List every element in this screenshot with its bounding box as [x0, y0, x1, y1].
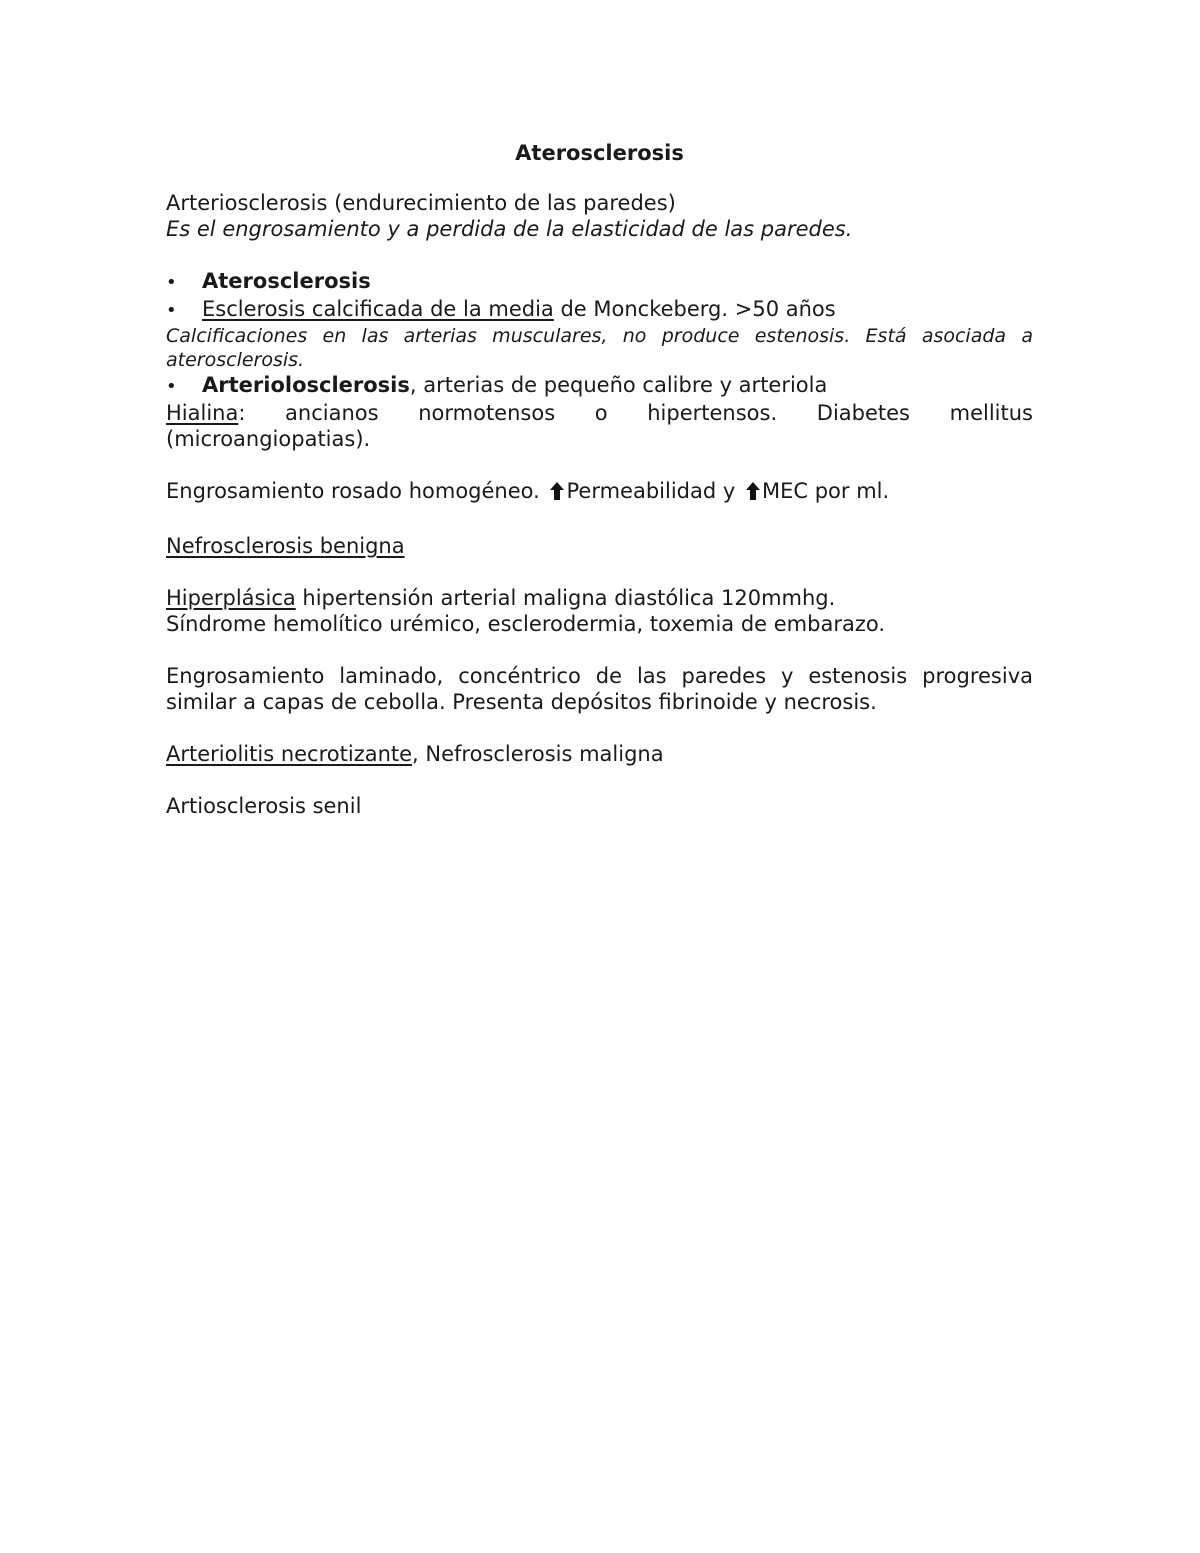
bullet-item-esclerosis-calcificada — [166, 296, 1033, 324]
document-title: Aterosclerosis — [515, 141, 684, 165]
bullet-item-arteriolosclerosis — [166, 372, 1033, 400]
calcificaciones-note: Calcificaciones en las arterias musculares, no produce estenosis. Está asociada a aterosclerosis. — [166, 325, 1033, 371]
arrow-up-icon — [745, 481, 761, 507]
bullet-item-aterosclerosis — [166, 268, 1033, 296]
senil-line: Artiosclerosis senil — [166, 794, 362, 818]
bullet-text: de Monckeberg. >50 años — [553, 297, 836, 321]
nefrosclerosis-benigna-heading: Nefrosclerosis benigna — [166, 534, 405, 558]
bullet-label: Aterosclerosis — [202, 269, 371, 293]
arteriolitis-line — [166, 741, 1033, 767]
spacer — [166, 452, 1033, 478]
spacer — [166, 637, 1033, 663]
spacer — [166, 559, 1033, 585]
document-page — [166, 138, 1033, 819]
bullet-icon: • — [166, 376, 177, 397]
engrosamiento-text-2: Permeabilidad y — [566, 479, 742, 503]
arrow-up-icon — [549, 481, 565, 507]
bullet-icon: • — [166, 272, 177, 293]
bullet-label-underlined: Esclerosis calcificada de la media — [202, 297, 554, 321]
bullet-icon: • — [166, 300, 177, 321]
bullet-label: Arteriolosclerosis — [202, 373, 410, 397]
sindrome-line: Síndrome hemolítico urémico, esclerodermia, toxemia de embarazo. — [166, 612, 886, 636]
laminado-paragraph: Engrosamiento laminado, concéntrico de las paredes y estenosis progresiva similar a capas de cebolla. Presenta depósitos fibrinoide y necrosis. — [166, 664, 1033, 714]
hiperplasica-label: Hiperplásica — [166, 586, 296, 610]
hialina-text: : ancianos normotensos o hipertensos. Diabetes mellitus (microangiopatias). — [166, 401, 1033, 451]
intro-line: Arteriosclerosis (endurecimiento de las paredes) — [166, 191, 676, 215]
intro-definition: Es el engrosamiento y a perdida de la elasticidad de las paredes. — [166, 217, 853, 241]
spacer — [166, 242, 1033, 268]
hialina-label: Hialina — [166, 401, 239, 425]
engrosamiento-text-1: Engrosamiento rosado homogéneo. — [166, 479, 547, 503]
spacer — [166, 168, 1033, 190]
arteriolitis-text: , Nefrosclerosis maligna — [412, 742, 664, 766]
spacer — [166, 507, 1033, 533]
engrosamiento-rosado — [166, 478, 1033, 507]
arteriolitis-label: Arteriolitis necrotizante — [166, 742, 413, 766]
engrosamiento-text-3: MEC por ml. — [761, 479, 890, 503]
bullet-text: , arterias de pequeño calibre y arteriola — [409, 373, 828, 397]
spacer — [166, 715, 1033, 741]
hiperplasica-line — [166, 585, 1033, 611]
hialina-paragraph — [166, 400, 1033, 452]
hiperplasica-text: hipertensión arterial maligna diastólica 120mmhg. — [295, 586, 836, 610]
spacer — [166, 767, 1033, 793]
